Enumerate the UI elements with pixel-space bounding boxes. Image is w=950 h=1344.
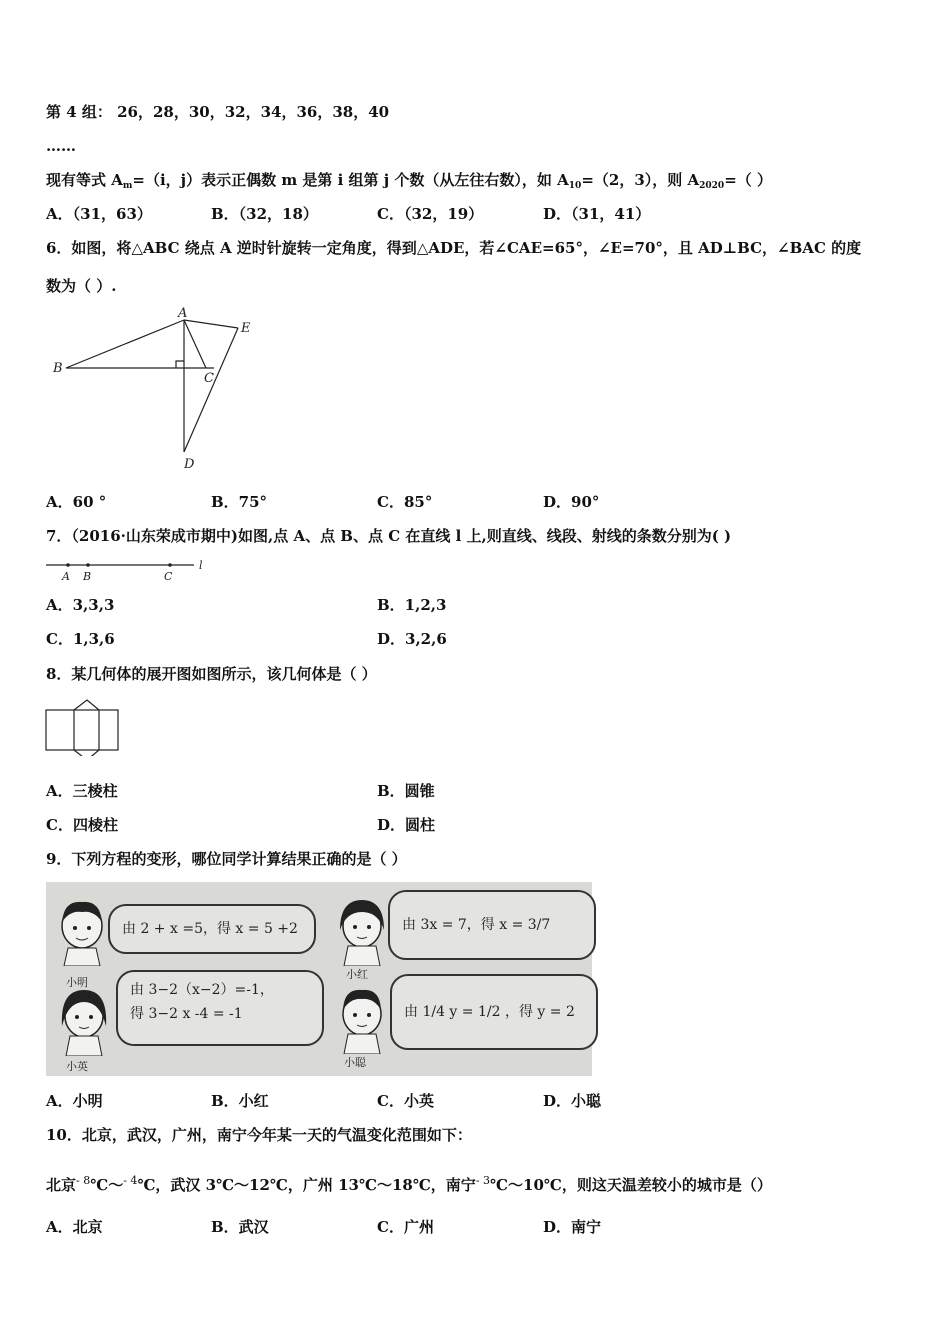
xiaoying-avatar bbox=[56, 986, 112, 1056]
q6-triangle-figure bbox=[46, 300, 276, 475]
xiaoying-bubble bbox=[116, 970, 324, 1046]
q8-option-a: A．三棱柱 bbox=[46, 782, 118, 800]
q8-option-d: D．圆柱 bbox=[377, 816, 436, 834]
q8-net-figure bbox=[44, 698, 124, 756]
q6-option-d: D．90° bbox=[543, 493, 600, 511]
q5-option-a: A．（31，63） bbox=[46, 205, 152, 223]
label-d: D bbox=[184, 457, 195, 472]
xiaoying-name: 小英 bbox=[66, 1060, 88, 1073]
q6-option-c: C．85° bbox=[377, 493, 433, 511]
q7-line-figure bbox=[44, 556, 214, 584]
q7-stem: 7．（2016·山东荣成市期中)如图,点 A、点 B、点 C 在直线 l 上,则直线、线段、射线的条数分别为( ) bbox=[46, 527, 732, 545]
q8-stem: 8．某几何体的展开图如图所示，该几何体是（ ） bbox=[46, 665, 377, 683]
label-e: E bbox=[241, 321, 251, 336]
q6-stem-line2: 数为（ ）. bbox=[46, 277, 117, 295]
q8-option-b: B．圆锥 bbox=[377, 782, 435, 800]
xiaoming-avatar bbox=[54, 896, 110, 966]
q9-cartoon-panel bbox=[46, 882, 592, 1076]
xiaohong-avatar bbox=[334, 896, 390, 966]
xiaoying-bubble-line2: 得 3−2 x -4 = -1 bbox=[130, 1006, 243, 1022]
label-b: B bbox=[53, 361, 63, 376]
q9-stem: 9．下列方程的变形，哪位同学计算结果正确的是（ ） bbox=[46, 850, 407, 868]
q9-option-b: B．小红 bbox=[211, 1092, 269, 1110]
q10-temperatures: 北京$^{- 8}$℃～$^{- 4}$℃，武汉 3℃～12℃，广州 13℃～18℃，南宁$^{- 3}$℃～10℃，则这天温差较小的城市是（） bbox=[46, 1174, 772, 1194]
side-ab bbox=[66, 320, 184, 368]
xiaohong-name: 小红 bbox=[346, 968, 368, 981]
point-b bbox=[86, 563, 90, 567]
xiaocong-avatar bbox=[334, 984, 390, 1054]
q9-option-a: A．小明 bbox=[46, 1092, 103, 1110]
q10-option-d: D．南宁 bbox=[543, 1218, 602, 1236]
q5-option-c: C．（32，19） bbox=[377, 205, 484, 223]
label-l: l bbox=[199, 559, 203, 572]
q9-option-c: C．小英 bbox=[377, 1092, 434, 1110]
side-ae bbox=[184, 320, 238, 328]
q9-option-d: D．小聪 bbox=[543, 1092, 602, 1110]
label-c: C bbox=[204, 371, 214, 386]
q6-stem-line1: 6．如图，将△ABC 绕点 A 逆时针旋转一定角度，得到△ADE，若∠CAE=65°，∠E=70°，且 AD⊥BC，∠BAC 的度 bbox=[46, 239, 862, 257]
q5-option-b: B．（32，18） bbox=[211, 205, 318, 223]
q7-option-b: B．1,2,3 bbox=[377, 596, 447, 614]
q5-stem: 现有等式 $A_m=(i$，j）表示正偶数 m 是第 i 组第 j 个数（从左往右数），如 $A_{10}=(2$，3），则 $A_{2020}=$（ ） bbox=[46, 171, 772, 191]
label-a: A bbox=[62, 570, 70, 583]
right-angle-mark bbox=[176, 361, 184, 368]
q7-option-c: C．1,3,6 bbox=[46, 630, 115, 648]
xiaocong-bubble: 由 1/4 y = 1/2 ，得 y = 2 bbox=[390, 974, 598, 1050]
xiaoming-bubble: 由 2 + x =5，得 x = 5 +2 bbox=[108, 904, 316, 954]
q6-option-a: A．60 ° bbox=[46, 493, 107, 511]
xiaocong-name: 小聪 bbox=[344, 1056, 366, 1069]
label-c: C bbox=[164, 570, 173, 583]
q7-option-d: D．3,2,6 bbox=[377, 630, 447, 648]
point-a bbox=[66, 563, 70, 567]
ellipsis: …… bbox=[46, 137, 76, 155]
side-ac bbox=[184, 320, 206, 368]
side-de bbox=[184, 328, 238, 452]
xiaoming-name: 小明 bbox=[66, 976, 88, 989]
q10-option-c: C．广州 bbox=[377, 1218, 434, 1236]
q8-option-c: C．四棱柱 bbox=[46, 816, 118, 834]
q5-option-d: D．（31，41） bbox=[543, 205, 651, 223]
q10-option-b: B．武汉 bbox=[211, 1218, 269, 1236]
label-a: A bbox=[178, 306, 188, 321]
q10-stem: 10．北京，武汉，广州，南宁今年某一天的气温变化范围如下： bbox=[46, 1126, 472, 1144]
q6-option-b: B．75° bbox=[211, 493, 268, 511]
q10-option-a: A．北京 bbox=[46, 1218, 103, 1236]
xiaohong-bubble: 由 3x = 7，得 x = 3/7 bbox=[388, 890, 596, 960]
point-c bbox=[168, 563, 172, 567]
group4-line: 第 4 组： 26，28，30，32，34，36，38，40 bbox=[46, 103, 390, 121]
label-b: B bbox=[83, 570, 92, 583]
q7-option-a: A．3,3,3 bbox=[46, 596, 115, 614]
xiaoying-bubble-line1: 由 3−2（x−2）=-1， bbox=[130, 982, 274, 998]
